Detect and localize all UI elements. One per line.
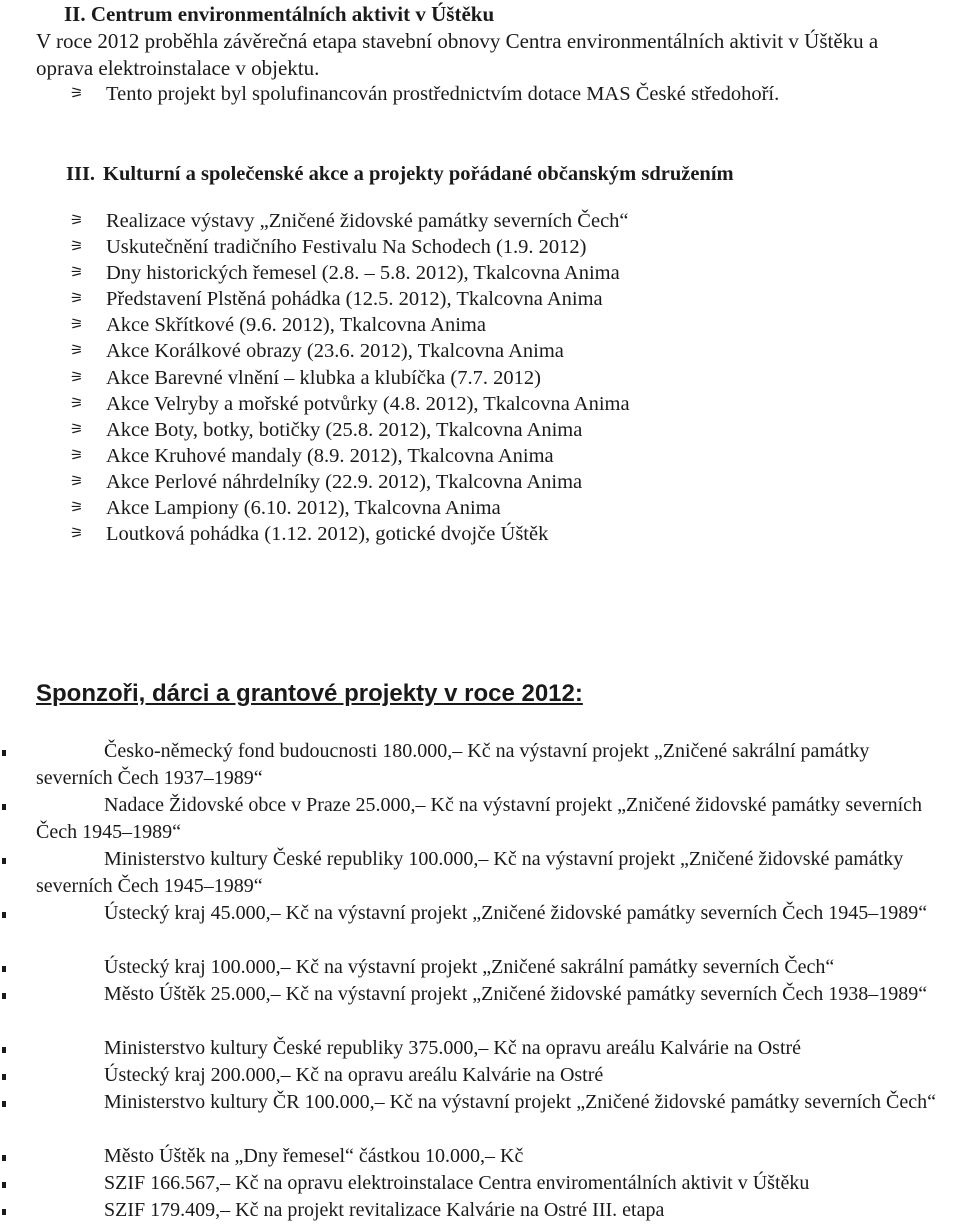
caret-bullet-icon: ⚞ bbox=[70, 368, 84, 386]
sponsor-item: Ústecký kraj 200.000,– Kč na opravu areálu Kalvárie na Ostré bbox=[36, 1062, 948, 1089]
caret-bullet-icon: ⚞ bbox=[70, 446, 84, 464]
section-3-heading bbox=[66, 163, 734, 186]
caret-bullet-icon: ⚞ bbox=[70, 420, 84, 438]
sponsor-item: Ministerstvo kultury České republiky 375.000,– Kč na opravu areálu Kalvárie na Ostré bbox=[36, 1035, 948, 1062]
square-bullet-icon bbox=[2, 993, 6, 999]
caret-bullet-icon: ⚞ bbox=[70, 289, 84, 307]
sponsor-item: Město Úštěk 25.000,– Kč na výstavní projekt „Zničené židovské památky severních Čech 1938–1989“ bbox=[36, 981, 948, 1008]
square-bullet-icon bbox=[2, 858, 6, 864]
sponsor-item: Ústecký kraj 45.000,– Kč na výstavní projekt „Zničené židovské památky severních Čech 1945–1989“ bbox=[36, 900, 948, 927]
caret-bullet-icon: ⚞ bbox=[70, 341, 84, 359]
square-bullet-icon bbox=[2, 1047, 6, 1053]
list-item: ⚞ Představení Plstěná pohádka (12.5. 2012), Tkalcovna Anima bbox=[70, 288, 603, 310]
list-item: ⚞ Akce Lampiony (6.10. 2012), Tkalcovna Anima bbox=[70, 497, 501, 519]
list-item: ⚞ Uskutečnění tradičního Festivalu Na Schodech (1.9. 2012) bbox=[70, 236, 587, 258]
list-item: ⚞ Dny historických řemesel (2.8. – 5.8. 2012), Tkalcovna Anima bbox=[70, 262, 620, 284]
section-2-text-line-2: oprava elektroinstalace v objektu. bbox=[36, 56, 320, 80]
sponsor-item: Ministerstvo kultury České republiky 100.000,– Kč na výstavní projekt „Zničené židovské památky severních Čech 1945–1989“ bbox=[36, 846, 948, 900]
list-item: ⚞ Akce Velryby a mořské potvůrky (4.8. 2012), Tkalcovna Anima bbox=[70, 393, 630, 415]
sponsor-item: Ministerstvo kultury ČR 100.000,– Kč na výstavní projekt „Zničené židovské památky severních Čech“ bbox=[36, 1089, 948, 1116]
sponsor-item: SZIF 166.567,– Kč na opravu elektroinstalace Centra enviromentálních aktivit v Úštěku bbox=[36, 1170, 948, 1197]
caret-bullet-icon: ⚞ bbox=[70, 394, 84, 412]
list-item: ⚞ Akce Boty, botky, botičky (25.8. 2012), Tkalcovna Anima bbox=[70, 419, 583, 441]
caret-bullet-icon: ⚞ bbox=[70, 211, 84, 229]
list-item: ⚞ Loutková pohádka (1.12. 2012), gotické dvojče Úštěk bbox=[70, 523, 549, 545]
sponsor-item: Město Úštěk na „Dny řemesel“ částkou 10.000,– Kč bbox=[36, 1143, 948, 1170]
section-2-text-line-1: V roce 2012 proběhla závěrečná etapa stavební obnovy Centra environmentálních aktivit v Úštěku a bbox=[36, 29, 879, 53]
section-3-number: III. bbox=[66, 163, 96, 185]
section-2-heading: II. Centrum environmentálních aktivit v Úštěku bbox=[64, 2, 495, 26]
square-bullet-icon bbox=[2, 804, 6, 810]
caret-bullet-icon: ⚞ bbox=[70, 472, 84, 490]
square-bullet-icon bbox=[2, 1182, 6, 1188]
sponsor-item: Nadace Židovské obce v Praze 25.000,– Kč na výstavní projekt „Zničené židovské památky severních Čech 1945–1989“ bbox=[36, 792, 948, 846]
sponsor-item: SZIF 179.409,– Kč na projekt revitalizace Kalvárie na Ostré III. etapa bbox=[36, 1197, 948, 1224]
sponsors-title: Sponzoři, dárci a grantové projekty v roce 2012: bbox=[36, 680, 583, 707]
list-item: ⚞ Akce Perlové náhrdelníky (22.9. 2012), Tkalcovna Anima bbox=[70, 471, 583, 493]
square-bullet-icon bbox=[2, 966, 6, 972]
list-item: ⚞ Akce Korálkové obrazy (23.6. 2012), Tkalcovna Anima bbox=[70, 340, 564, 362]
caret-bullet-icon: ⚞ bbox=[70, 524, 84, 542]
caret-bullet-icon: ⚞ bbox=[70, 263, 84, 281]
caret-bullet-icon: ⚞ bbox=[70, 315, 84, 333]
square-bullet-icon bbox=[2, 1209, 6, 1215]
list-item: ⚞ Akce Kruhové mandaly (8.9. 2012), Tkalcovna Anima bbox=[70, 445, 554, 467]
square-bullet-icon bbox=[2, 750, 6, 756]
list-item: ⚞ Tento projekt byl spolufinancován prostřednictvím dotace MAS České středohoří. bbox=[70, 83, 780, 105]
caret-bullet-icon: ⚞ bbox=[70, 498, 84, 516]
list-item: ⚞ Akce Barevné vlnění – klubka a klubíčka (7.7. 2012) bbox=[70, 367, 541, 389]
caret-bullet-icon: ⚞ bbox=[70, 84, 84, 102]
sponsor-item: Česko-německý fond budoucnosti 180.000,– Kč na výstavní projekt „Zničené sakrální památky severních Čech 1937–1989“ bbox=[36, 738, 948, 792]
square-bullet-icon bbox=[2, 1155, 6, 1161]
square-bullet-icon bbox=[2, 912, 6, 918]
square-bullet-icon bbox=[2, 1101, 6, 1107]
list-item: ⚞ Akce Skřítkové (9.6. 2012), Tkalcovna Anima bbox=[70, 314, 486, 336]
list-item: ⚞ Realizace výstavy „Zničené židovské památky severních Čech“ bbox=[70, 210, 629, 232]
square-bullet-icon bbox=[2, 1074, 6, 1080]
sponsor-item: Ústecký kraj 100.000,– Kč na výstavní projekt „Zničené sakrální památky severních Čech“ bbox=[36, 954, 948, 981]
section-3-title: Kulturní a společenské akce a projekty pořádané občanským sdružením bbox=[103, 163, 734, 185]
caret-bullet-icon: ⚞ bbox=[70, 237, 84, 255]
